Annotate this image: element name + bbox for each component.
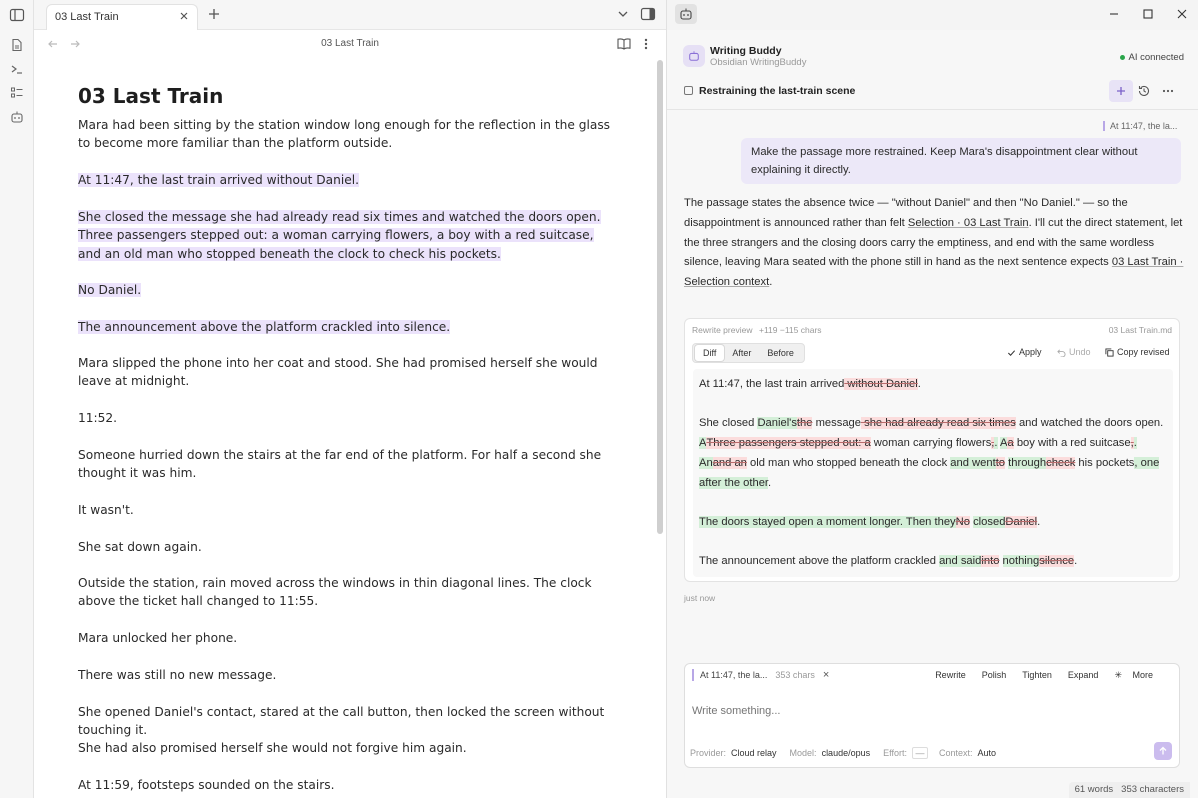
diff-paragraph: The announcement above the platform crackled and saidinto nothingsilence. [699, 555, 1078, 568]
paragraph[interactable]: She had also promised herself she would not forgive him again. [78, 741, 467, 755]
conversation-checkbox[interactable] [684, 86, 693, 95]
outline-icon[interactable] [8, 84, 26, 102]
apply-button[interactable] [1007, 347, 1042, 357]
composer [684, 663, 1180, 768]
rewrite-file: 03 Last Train.md [1108, 325, 1172, 335]
terminal-icon[interactable] [8, 60, 26, 78]
rewrite-stats: +119 −115 chars [759, 325, 822, 335]
chevron-down-icon[interactable] [616, 7, 630, 21]
expand-action-button[interactable]: Expand [1067, 670, 1099, 680]
effort-label: Effort: [883, 748, 907, 758]
polish-action-button[interactable]: Polish [981, 670, 1007, 680]
context-select[interactable]: Auto [977, 748, 997, 758]
paragraph[interactable]: Mara slipped the phone into her coat and stood. She had promised herself she would leave at midnight. [78, 356, 598, 389]
history-icon[interactable] [1137, 84, 1151, 98]
editor-scrollbar[interactable] [657, 60, 663, 534]
more-vertical-icon[interactable] [640, 36, 652, 52]
undo-label: Undo [1069, 347, 1091, 357]
check-icon [1007, 348, 1016, 357]
diff-paragraph: She closed Daniel'sthe message she had already read six times and watched the doors open. AThree passengers stepped out: a woman carrying flowers,. Aa boy with a red suitcase,. Anand an old man who stopped beneath the clock and wentto throughcheck his pockets, one after the other. [699, 417, 1164, 489]
assistant-message [684, 194, 1184, 293]
selection-chip[interactable] [692, 669, 829, 681]
writing-buddy-panel [667, 0, 1198, 798]
character-count: 353 characters [1121, 784, 1184, 795]
conversation-row [667, 80, 1198, 104]
undo-button[interactable] [1057, 347, 1091, 357]
tighten-action-button[interactable]: Tighten [1022, 670, 1052, 680]
paragraph[interactable]: At 11:59, footsteps sounded on the stairs. [78, 778, 335, 792]
message-timestamp: just now [684, 593, 716, 603]
sidebar-toggle-icon[interactable] [8, 6, 26, 24]
status-dot-icon [1120, 55, 1125, 60]
paragraph[interactable]: Mara unlocked her phone. [78, 631, 238, 645]
effort-select[interactable]: — [912, 747, 928, 759]
rewrite-preview-card [684, 318, 1180, 582]
assistant-text: . [769, 276, 773, 289]
rewrite-preview-label: Rewrite preview [692, 325, 753, 335]
tab-after[interactable]: After [732, 348, 752, 358]
bot-icon[interactable] [8, 108, 26, 126]
divider [667, 109, 1198, 110]
paragraph[interactable]: Someone hurried down the stairs at the far end of the platform. For half a second she thought it was him. [78, 448, 602, 481]
tab-title: 03 Last Train [55, 11, 119, 23]
copy-revised-label: Copy revised [1117, 347, 1170, 357]
tab-bar [34, 0, 666, 30]
arrow-up-icon [1158, 746, 1168, 756]
assistant-name: Writing Buddy [710, 45, 782, 57]
model-label: Model: [789, 748, 817, 758]
user-message: Make the passage more restrained. Keep Mara's disappointment clear without explaining it directly. [741, 138, 1181, 184]
provider-label: Provider: [690, 748, 727, 758]
paragraph-selected[interactable] [78, 208, 618, 263]
paragraph-selected[interactable] [78, 171, 618, 189]
paragraph[interactable]: There was still no new message. [78, 668, 277, 682]
tab-03-last-train[interactable] [46, 4, 198, 30]
message-input[interactable] [692, 702, 1172, 720]
send-button[interactable] [1154, 742, 1172, 760]
minimize-icon[interactable] [1107, 7, 1121, 21]
context-reference-link[interactable]: Selection · 03 Last Train [907, 216, 1029, 229]
user-message-context[interactable]: At 11:47, the la... [1103, 121, 1177, 131]
view-mode-toggle [692, 343, 805, 363]
assistant-header [667, 40, 1198, 74]
quick-actions [927, 670, 1169, 681]
copy-icon [1105, 348, 1114, 357]
copy-revised-button[interactable] [1105, 347, 1170, 357]
context-label: Context: [938, 748, 973, 758]
word-count: 61 words [1074, 784, 1114, 795]
apply-label: Apply [1019, 347, 1042, 357]
tab-diff[interactable]: Diff [695, 345, 724, 361]
left-ribbon [0, 0, 34, 798]
assistant-text: . I'll cut the direct statement, let the three strangers and the closing doors carry the emptiness, and end with the same wordless silence, leaving Mara seated with the phone still in hand as the next sentence expects [684, 216, 1183, 269]
assistant-text: The passage states the absence twice — "without Daniel" and then "No Daniel." — so the disappointment is announced rather than felt [684, 197, 1128, 229]
paragraph[interactable]: She opened Daniel's contact, stared at the call button, then locked the screen without touching it. [78, 705, 605, 738]
status-bar [1069, 782, 1190, 798]
right-sidebar-toggle-icon[interactable] [640, 6, 656, 22]
more-horizontal-icon[interactable] [1161, 84, 1175, 98]
diff-paragraph: At 11:47, the last train arrived without Daniel. [699, 378, 921, 390]
selection-highlight: No Daniel. [78, 283, 142, 297]
panel-titlebar [667, 0, 1198, 30]
paragraph-selected[interactable] [78, 281, 618, 299]
close-window-icon[interactable] [1175, 7, 1189, 21]
document-title: 03 Last Train [78, 84, 224, 108]
book-open-icon[interactable] [616, 36, 632, 52]
close-icon[interactable] [177, 9, 191, 23]
more-action-button[interactable]: ✳ More [1106, 670, 1169, 681]
rewrite-action-button[interactable]: Rewrite [935, 670, 966, 680]
editor[interactable] [34, 58, 656, 798]
assistant-subtitle: Obsidian WritingBuddy [710, 57, 807, 68]
model-select[interactable]: claude/opus [821, 748, 871, 758]
note-header [34, 30, 666, 58]
file-icon[interactable] [8, 36, 26, 54]
new-chat-button[interactable] [1109, 80, 1133, 102]
paragraph-selected[interactable] [78, 318, 618, 336]
context-reference-link[interactable]: 03 Last Train · Selection context [684, 256, 1184, 289]
maximize-icon[interactable] [1141, 7, 1155, 21]
provider-select[interactable]: Cloud relay [731, 748, 777, 758]
selection-highlight: She closed the message she had already read six times and watched the doors open. Three passengers stepped out: a woman carrying flowers, a boy with a red suitcase, and an old man who stopped beneath the clock to check his pockets. [78, 210, 601, 261]
paragraph[interactable]: Outside the station, rain moved across the windows in thin diagonal lines. The clock above the ticket hall changed to 11:55. [78, 576, 592, 609]
paragraph[interactable]: It wasn't. [78, 503, 134, 517]
connection-status-label: AI connected [1128, 52, 1184, 63]
paragraph[interactable]: Mara had been sitting by the station window long enough for the reflection in the glass to become more familiar than the platform outside. [78, 118, 611, 151]
undo-icon [1057, 348, 1066, 357]
selection-highlight: At 11:47, the last train arrived without Daniel. [78, 173, 360, 187]
tab-before[interactable]: Before [767, 348, 794, 358]
selection-chip-chars: 353 chars [775, 670, 815, 680]
selection-highlight: The announcement above the platform crackled into silence. [78, 320, 451, 334]
conversation-title[interactable]: Restraining the last-train scene [699, 85, 856, 97]
note-header-title: 03 Last Train [321, 38, 379, 49]
composer-settings [690, 747, 1004, 759]
paragraph[interactable]: 11:52. [78, 411, 117, 425]
more-action-label: More [1132, 670, 1153, 680]
connection-status [1120, 52, 1184, 63]
bot-icon[interactable] [675, 4, 697, 24]
bot-avatar-icon [683, 45, 705, 67]
remove-selection-icon[interactable]: × [822, 669, 830, 681]
selection-chip-text: At 11:47, the la... [700, 670, 768, 680]
diff-view [693, 369, 1173, 577]
new-tab-icon[interactable] [206, 6, 222, 22]
paragraph[interactable]: She sat down again. [78, 540, 202, 554]
diff-paragraph: The doors stayed open a moment longer. Then theyNo closedDaniel. [699, 515, 1041, 528]
